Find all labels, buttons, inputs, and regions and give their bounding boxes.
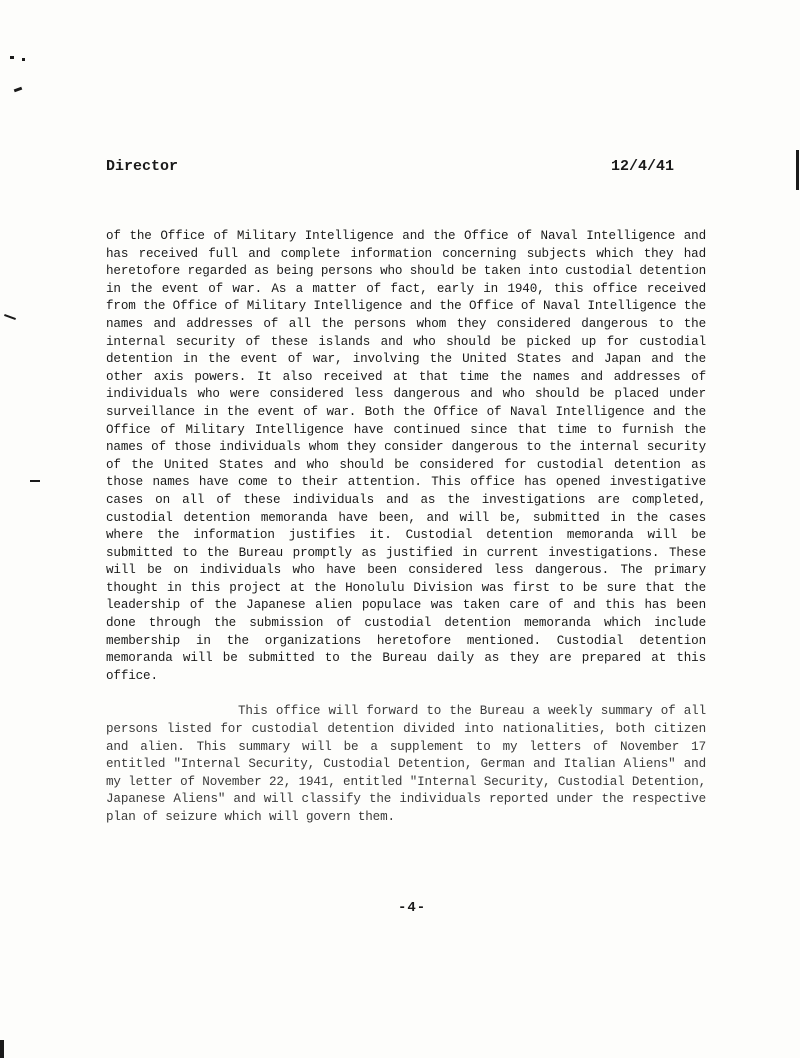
- scan-mark: [22, 58, 25, 61]
- letter-date: 12/4/41: [610, 158, 674, 175]
- body-paragraph: of the Office of Military Intelligence and the Office of Naval Intelligence and has received full and complete information concerning subjects which they had heretofore regarded as being persons who should be taken into custodial detention in the event of war. As a matter of fact, early in 1940, this office received from the Office of Military Intelligence and the Office of Naval Intelligence the names and addresses of all the persons whom they considered dangerous to the internal security of these islands and who should be picked up for custodial detention in the event of war, involving the United States and Japan and the other axis powers. It also received at that time the names and addresses of individuals who were considered less dangerous and who should be placed under surveillance in the event of war. Both the Office of Naval Intelligence and the Office of Military Intelligence have continued since that time to furnish the names of those individuals whom they consider dangerous to the internal security of the United States and who should be considered for custodial detention as those names have come to their attention. This office has opened investigative cases on all of these individuals and as the investigations are completed, custodial detention memoranda have been, and will be, submitted in the cases where the information justifies it. Custodial detention memoranda will be submitted to the Bureau promptly as justified in current investigations. These will be on individuals who have been considered less dangerous. The primary thought in this project at the Honolulu Division was first to be sure that the leadership of the Japanese alien populace was taken care of and this has been done through the submission of custodial detention memoranda which include membership in the organizations heretofore mentioned. Custodial detention memoranda will be submitted to the Bureau daily as they are prepared at this office.: [106, 229, 707, 683]
- scan-mark: [796, 150, 799, 190]
- scan-mark: [4, 314, 16, 320]
- scan-mark: [10, 56, 14, 59]
- letter-body: [106, 228, 706, 827]
- body-paragraph: This office will forward to the Bureau a weekly summary of all persons listed for custodial detention divided into nationalities, both citizen and alien. This summary will be a supplement to my letters of November 17 entitled "Internal Security, Custodial Detention, German and Italian Aliens" and my letter of November 22, 1941, entitled "Internal Security, Custodial Detention, Japanese Aliens" and will classify the individuals reported under the respective plan of seizure which will govern them.: [106, 704, 707, 824]
- letter-header: [106, 158, 674, 182]
- page-number: -4-: [398, 900, 427, 916]
- addressee-label: Director: [106, 158, 179, 175]
- scan-mark: [14, 87, 23, 93]
- scan-mark: [0, 1040, 4, 1058]
- scan-mark: [30, 480, 40, 482]
